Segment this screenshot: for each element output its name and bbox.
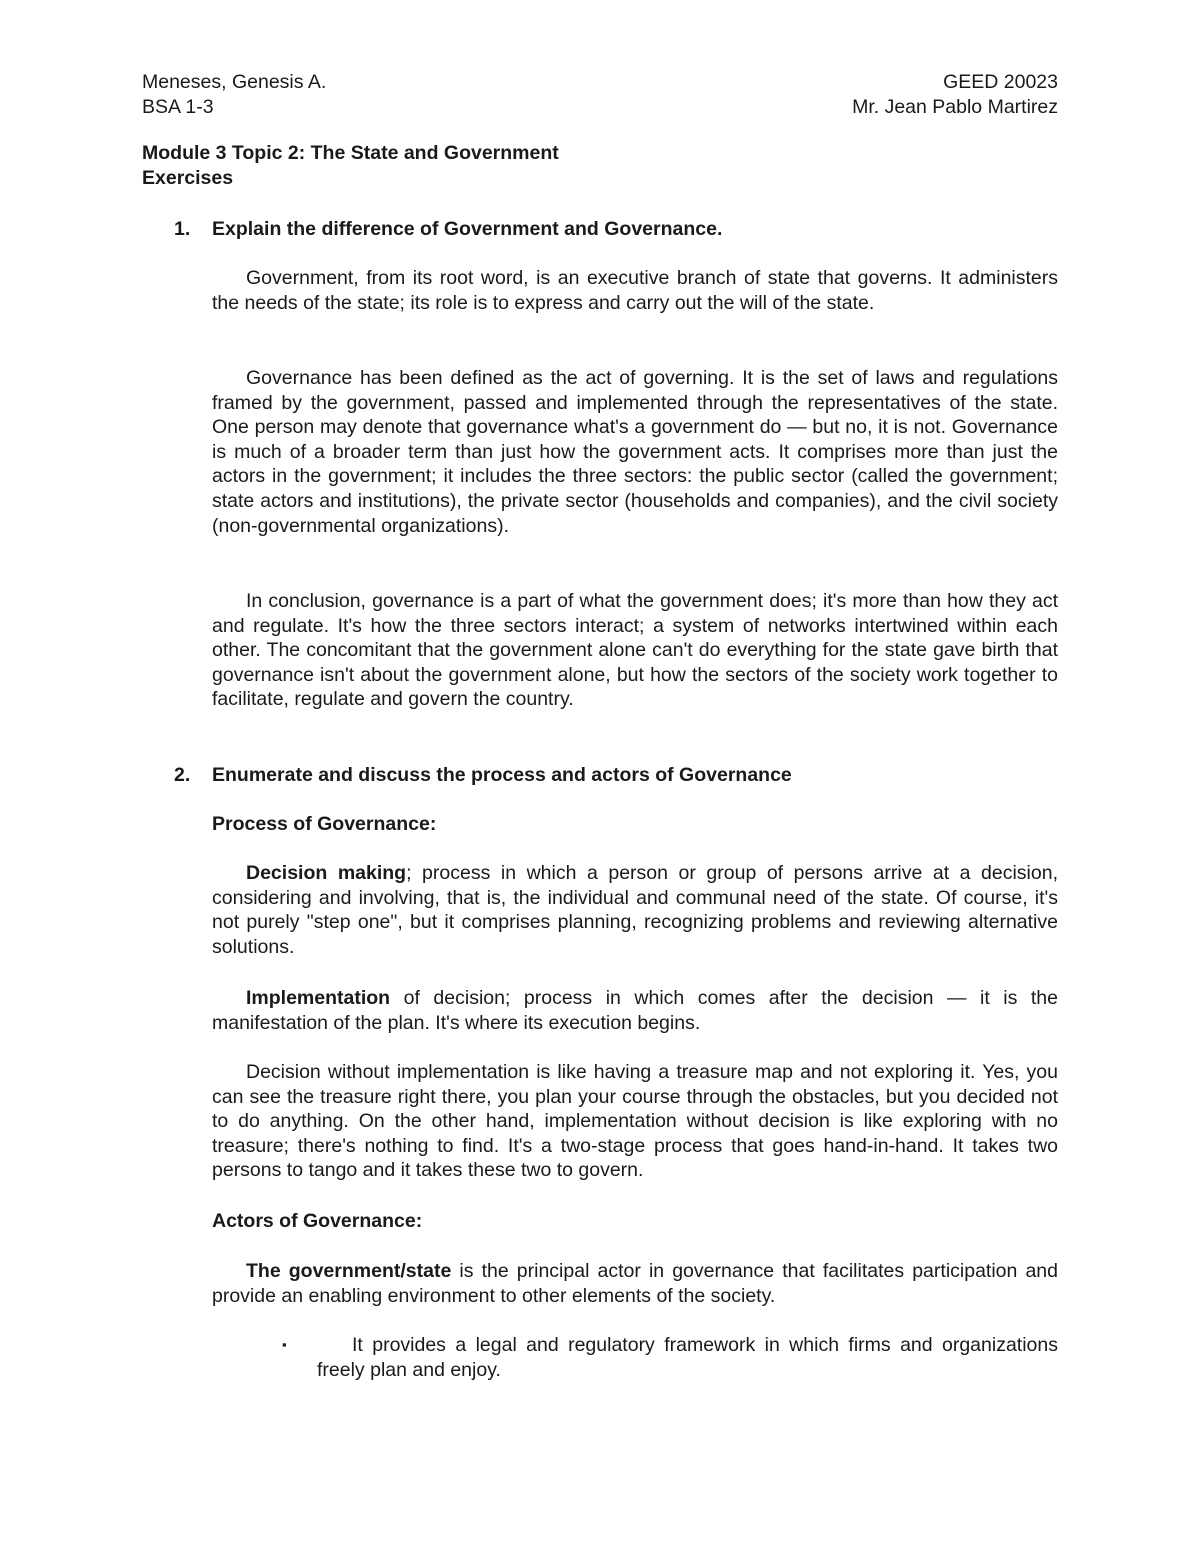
exercises-subtitle: Exercises (142, 166, 234, 189)
bullet-item-1 (282, 1333, 1058, 1382)
question-1 (174, 217, 1058, 242)
actors-heading-block (212, 1209, 1058, 1234)
implementation-paragraph (212, 986, 1058, 1035)
student-name: Meneses, Genesis A. (142, 71, 327, 93)
process-heading: Process of Governance: (212, 813, 437, 835)
question-2 (174, 763, 1058, 788)
bullet-square-icon: ▪ (282, 1337, 287, 1352)
government-actor-desc: is the principal actor in governance that facilitates participation and provide an enabling environment to other elements of the society. (212, 1260, 1058, 1307)
government-actor-paragraph (212, 1259, 1058, 1308)
decision-making-term: Decision making (246, 862, 407, 884)
process-heading-block (212, 812, 1058, 837)
q1-answer-paragraph-3 (212, 589, 1058, 712)
q1-answer-paragraph-1 (212, 266, 1058, 315)
actors-heading: Actors of Governance: (212, 1210, 423, 1232)
question-1-number: 1. (174, 218, 191, 240)
bullet-item-1-text: It provides a legal and regulatory framework in which firms and organizations freely plan and enjoy. (317, 1334, 1058, 1381)
implementation-term: Implementation (246, 987, 391, 1009)
q1-answer-paragraph-2 (212, 366, 1058, 538)
decision-making-text (212, 861, 1058, 959)
analogy-text: Decision without implementation is like having a treasure map and not exploring it. Yes, you can see the treasure right there, you plan your course through the obstacles, but you decided not to do anything. On the other hand, implementation without decision is like exploring with no treasure; there's nothing to find. It's a two-stage process that goes hand-in-hand. It takes two persons to tango and it takes these two to govern. (212, 1061, 1058, 1182)
question-1-text: Explain the difference of Government and Governance. (212, 218, 723, 240)
header-row-1 (142, 70, 1058, 95)
course-code: GEED 20023 (943, 71, 1058, 93)
government-actor-text (212, 1259, 1058, 1308)
instructor: Mr. Jean Pablo Martirez (852, 96, 1058, 118)
decision-making-paragraph (212, 861, 1058, 959)
question-2-number: 2. (174, 764, 191, 786)
implementation-desc: of decision; process in which comes after the decision — it is the manifestation of the plan. It's where its execution begins. (212, 987, 1058, 1034)
title-block (142, 141, 559, 190)
section: BSA 1-3 (142, 96, 214, 118)
module-title: Module 3 Topic 2: The State and Government (142, 142, 559, 164)
analogy-paragraph (212, 1060, 1058, 1183)
decision-making-desc: ; process in which a person or group of persons arrive at a decision, considering and involving, that is, the individual and communal need of the state. Of course, it's not purely "step one", but it comprises planning, recognizing problems and reviewing alternative solutions. (212, 862, 1058, 958)
q1-p3-text: In conclusion, governance is a part of what the government does; it's more than how they act and regulate. It's how the three sectors interact; a system of networks intertwined within each other. The concomitant that the government alone can't do everything for the state gave birth that governance isn't about the government alone, but how the sectors of the society work together to facilitate, regulate and govern the country. (212, 590, 1058, 711)
implementation-text (212, 986, 1058, 1035)
government-actor-term: The government/state (246, 1260, 452, 1282)
q1-p1-text: Government, from its root word, is an executive branch of state that governs. It administers the needs of the state; its role is to express and carry out the will of the state. (212, 267, 1058, 314)
header-row-2 (142, 95, 1058, 120)
question-2-text: Enumerate and discuss the process and actors of Governance (212, 764, 792, 786)
q1-p2-text: Governance has been defined as the act of governing. It is the set of laws and regulations framed by the government, passed and implemented through the representatives of the state. One person may denote that governance what's a government do — but no, it is not. Governance is much of a broader term than just how the government acts. It comprises more than just the actors in the government; it includes the three sectors: the public sector (called the government; state actors and institutions), the private sector (households and companies), and the civil society (non-governmental organizations). (212, 367, 1058, 537)
